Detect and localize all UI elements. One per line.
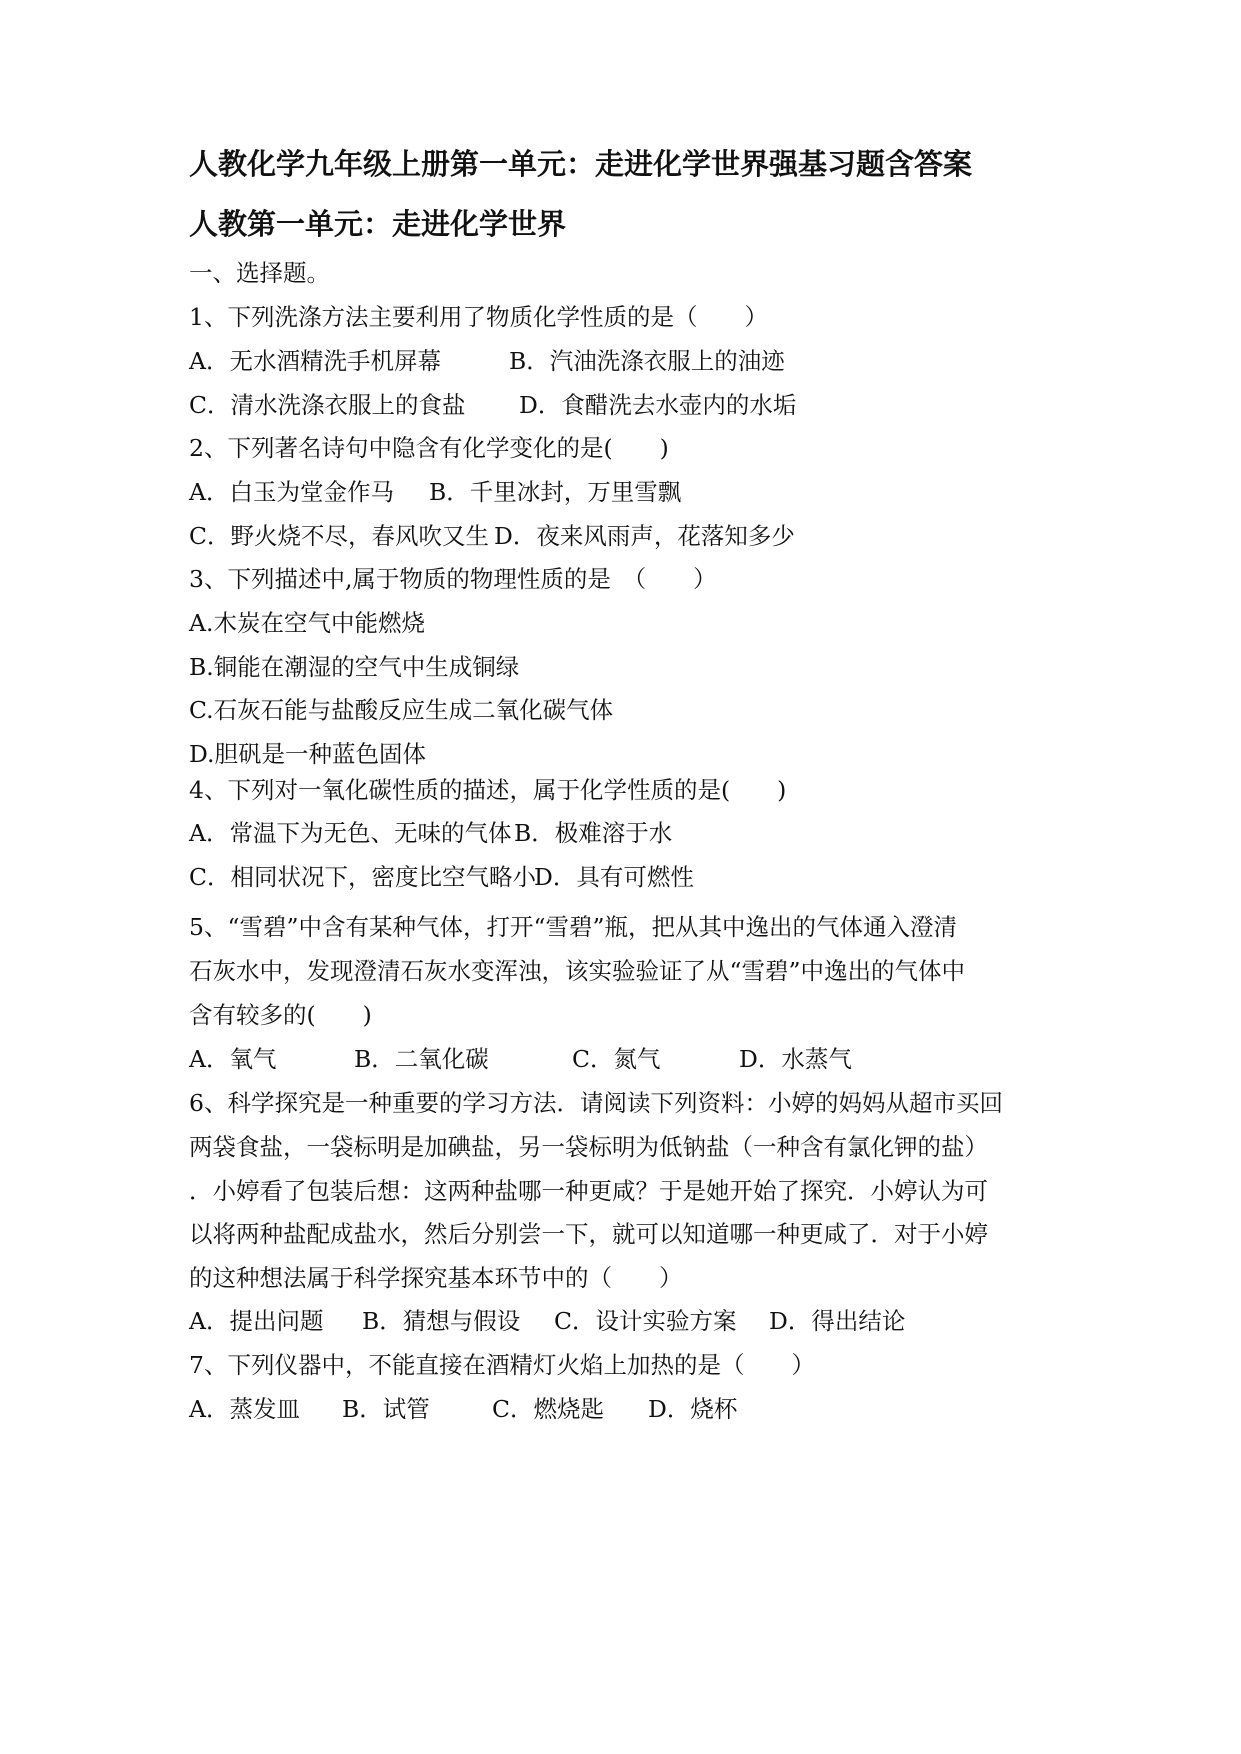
question-3-option-b: B.铜能在潮湿的空气中生成铜绿	[189, 653, 520, 681]
option-d: D．具有可燃性	[534, 863, 694, 891]
option-c: C．设计实验方案	[554, 1307, 737, 1335]
question-1-stem: 1、下列洗涤方法主要利用了物质化学性质的是（ ）	[189, 303, 768, 331]
option-c: C．相同状况下，密度比空气略小	[189, 863, 536, 891]
option-a: A．无水酒精洗手机屏幕	[189, 347, 441, 375]
question-2-stem: 2、下列著名诗句中隐含有化学变化的是( )	[189, 434, 669, 462]
option-c: C．氮气	[572, 1045, 661, 1073]
option-c: C．野火烧不尽，春风吹又生	[189, 522, 489, 550]
option-b: B．极难溶于水	[514, 819, 673, 847]
question-3-option-c: C.石灰石能与盐酸反应生成二氧化碳气体	[189, 696, 614, 724]
question-5-stem-line-3: 含有较多的( )	[189, 1001, 372, 1029]
unit-title: 人教第一单元：走进化学世界	[189, 207, 567, 241]
question-4-stem: 4、下列对一氧化碳性质的描述，属于化学性质的是( )	[189, 776, 787, 804]
option-d: D．夜来风雨声，花落知多少	[494, 522, 795, 550]
question-3-stem: 3、下列描述中,属于物质的物理性质的是 （ ）	[189, 565, 717, 593]
option-a: A．氧气	[189, 1045, 277, 1073]
question-6-stem-line-3: ．小婷看了包装后想：这两种盐哪一种更咸？于是她开始了探究．小婷认为可	[189, 1177, 988, 1205]
option-d: D．得出结论	[769, 1307, 906, 1335]
option-c: C．清水洗涤衣服上的食盐	[189, 391, 466, 419]
question-6-stem-line-1: 6、科学探究是一种重要的学习方法．请阅读下列资料：小婷的妈妈从超市买回	[189, 1089, 1003, 1117]
section-heading: 一、选择题。	[189, 259, 330, 287]
question-5-stem-line-2: 石灰水中，发现澄清石灰水变浑浊，该实验验证了从“雪碧”中逸出的气体中	[189, 957, 966, 985]
question-3-option-a: A.木炭在空气中能燃烧	[189, 609, 425, 637]
option-d: D．食醋洗去水壶内的水垢	[519, 391, 797, 419]
option-b: B．猜想与假设	[362, 1307, 521, 1335]
question-7-stem: 7、下列仪器中，不能直接在酒精灯火焰上加热的是（ ）	[189, 1351, 815, 1379]
option-d: D．烧杯	[648, 1395, 738, 1423]
question-3-option-d: D.胆矾是一种蓝色固体	[189, 740, 426, 768]
option-a: A．常温下为无色、无味的气体	[189, 819, 512, 847]
option-a: A．提出问题	[189, 1307, 324, 1335]
option-a: A．蒸发皿	[189, 1395, 300, 1423]
question-5-stem-line-1: 5、“雪碧”中含有某种气体，打开“雪碧”瓶，把从其中逸出的气体通入澄清	[189, 913, 958, 941]
document-title: 人教化学九年级上册第一单元：走进化学世界强基习题含答案	[189, 147, 973, 181]
option-b: B．试管	[342, 1395, 430, 1423]
question-6-stem-line-2: 两袋食盐，一袋标明是加碘盐，另一袋标明为低钠盐（一种含有氯化钾的盐）	[189, 1133, 988, 1161]
question-6-stem-line-4: 以将两种盐配成盐水，然后分别尝一下，就可以知道哪一种更咸了．对于小婷	[189, 1220, 988, 1248]
option-d: D．水蒸气	[739, 1045, 852, 1073]
option-b: B．汽油洗涤衣服上的油迹	[509, 347, 785, 375]
option-c: C．燃烧匙	[492, 1395, 604, 1423]
option-b: B．千里冰封，万里雪飘	[429, 478, 682, 506]
option-b: B．二氧化碳	[354, 1045, 489, 1073]
question-6-stem-line-5: 的这种想法属于科学探究基本环节中的（ ）	[189, 1264, 683, 1292]
option-a: A．白玉为堂金作马	[189, 478, 394, 506]
